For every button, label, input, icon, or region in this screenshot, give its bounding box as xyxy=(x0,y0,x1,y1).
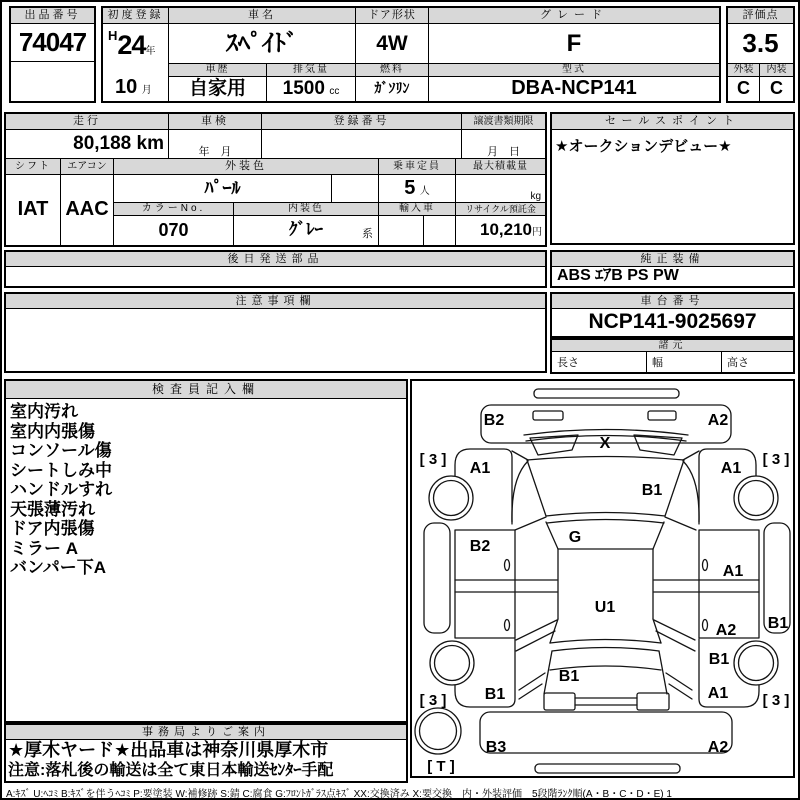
inspector-note-line: ハンドルすれ xyxy=(10,480,112,499)
transfer-deadline-value: 月 日 xyxy=(462,130,545,159)
sales-point-box xyxy=(550,112,795,245)
damage-code-label: B1 xyxy=(558,668,580,685)
first-reg-year: 24 xyxy=(117,30,146,60)
interior-color-value xyxy=(234,216,379,245)
recycle-amount: 10,210 xyxy=(480,220,532,239)
usage-history-header: 車歴 xyxy=(169,64,267,77)
max-load-header: 最大積載量 xyxy=(456,159,545,175)
inspector-note-line: 室内内張傷 xyxy=(10,421,95,441)
shift-value: IAT xyxy=(6,175,61,245)
shaken-value: 年 月 xyxy=(169,130,262,159)
inspector-note-line: バンパー下A xyxy=(10,558,107,577)
grade-header: グレード xyxy=(429,8,719,24)
capacity-number: 5 xyxy=(404,177,416,199)
inspector-note-line: 室内汚れ xyxy=(10,402,78,421)
notes-value xyxy=(6,309,545,371)
exterior-color-value: ﾊﾟｰﾙ xyxy=(114,175,332,203)
exterior-color-header: 外装色 xyxy=(114,159,379,175)
damage-code-legend: A:ｷｽﾞ U:ﾍｺﾐ B:ｷｽﾞを伴うﾍｺﾐ P:要塗装 W:補修跡 S:錆 C:腐食 G:ﾌﾛﾝﾄｶﾞﾗｽ点ｷｽﾞ XX:交換済み X:要交換 内・外装評価 5段階ﾗﾝｸ順(A・B・C・D・E) 1 xyxy=(6,789,672,800)
shift-header: シフト xyxy=(6,159,61,175)
sales-point-header: セールスポイント xyxy=(552,114,793,130)
shaken-header: 車検 xyxy=(169,114,262,130)
height-cell: 高さ xyxy=(727,357,749,369)
inspector-notes-box xyxy=(4,379,408,723)
fuel-value: ｶﾞｿﾘﾝ xyxy=(356,77,429,101)
tire-info-label: [ 3 ] xyxy=(419,692,447,709)
exterior-grade-header: 外装 xyxy=(728,64,760,77)
office-notice-box xyxy=(4,723,408,783)
chassis-number-value: NCP141-9025697 xyxy=(588,310,757,333)
capacity-value xyxy=(379,175,456,203)
color-number-header: カラーNo. xyxy=(114,203,234,216)
year-unit: 年 xyxy=(145,46,156,57)
registration-number-header: 登録番号 xyxy=(262,114,462,130)
aircon-value: AAC xyxy=(61,175,114,245)
car-name-value: ｽﾍﾟｲﾄﾞ xyxy=(169,24,356,64)
interior-color-suffix: 系 xyxy=(362,228,373,240)
era-code: H xyxy=(108,28,118,43)
interior-color-header: 内装色 xyxy=(234,203,379,216)
tire-info-label: [ T ] xyxy=(427,758,455,775)
door-shape-header: ドア形状 xyxy=(356,8,429,24)
exterior-grade-value: C xyxy=(728,77,760,101)
max-load-value: kg xyxy=(456,175,545,203)
grade-value: F xyxy=(429,24,719,64)
tire-info-label: [ 3 ] xyxy=(419,451,447,468)
recycle-deposit-value xyxy=(456,216,545,245)
score-value: 3.5 xyxy=(728,24,793,64)
tire-info-label: [ 3 ] xyxy=(762,451,790,468)
title-table xyxy=(101,6,721,103)
inspector-note-line: コンソール傷 xyxy=(10,441,112,460)
damage-code-label: A1 xyxy=(469,460,491,477)
damage-code-label: B3 xyxy=(485,739,507,756)
chassis-number-box xyxy=(550,292,795,338)
damage-code-label: U1 xyxy=(594,599,616,616)
tire-info-label: [ 3 ] xyxy=(762,692,790,709)
displacement-unit: cc xyxy=(329,86,340,97)
capacity-header: 乗車定員 xyxy=(379,159,456,175)
length-cell: 長さ xyxy=(552,352,647,372)
oem-equipment-box xyxy=(550,250,795,288)
first-registration-header: 初度登録 xyxy=(103,8,169,24)
recycle-deposit-header: リサイクル預託金 xyxy=(456,203,545,216)
inspector-note-line: ミラー A xyxy=(10,538,78,558)
dimensions-header: 諸元 xyxy=(552,340,793,352)
mileage-value: 80,188 km xyxy=(6,130,169,159)
import-value-cell xyxy=(379,216,424,245)
damage-code-label: B1 xyxy=(484,686,506,703)
notes-box xyxy=(4,292,547,373)
month-unit: 月 xyxy=(141,85,152,96)
first-reg-month: 10 xyxy=(115,76,138,98)
damage-code-label: B1 xyxy=(708,651,730,668)
import-header: 輸入車 xyxy=(379,203,456,216)
later-parts-header: 後日発送部品 xyxy=(6,252,545,267)
damage-code-label: G xyxy=(568,529,582,546)
model-code-value: DBA-NCP141 xyxy=(511,77,637,99)
aircon-header: エアコン xyxy=(61,159,114,175)
interior-grade-header: 内装 xyxy=(760,64,793,77)
damage-code-label: A2 xyxy=(715,622,737,639)
fuel-header: 燃料 xyxy=(356,64,429,77)
chassis-number-header: 車台番号 xyxy=(552,294,793,309)
import-sub-cell xyxy=(424,216,456,245)
usage-history-value: 自家用 xyxy=(169,77,267,101)
first-registration-value xyxy=(103,24,169,101)
inspector-note-line: シートしみ中 xyxy=(10,460,112,480)
damage-code-label: B2 xyxy=(469,538,491,555)
mileage-header: 走行 xyxy=(6,114,169,130)
registration-number-value xyxy=(262,130,462,159)
color-number-value: 070 xyxy=(114,216,234,245)
inspector-note-line: 天張薄汚れ xyxy=(10,499,95,519)
lot-number-header: 出品番号 xyxy=(11,8,94,24)
score-box xyxy=(726,6,795,103)
dimensions-box xyxy=(550,338,795,374)
damage-code-labels xyxy=(420,412,790,775)
displacement-number: 1500 xyxy=(282,78,325,99)
car-name-header: 車名 xyxy=(169,8,356,24)
lot-number-box xyxy=(9,6,96,103)
damage-code-label: X xyxy=(599,435,611,452)
score-header: 評価点 xyxy=(728,8,793,24)
damage-code-label: B1 xyxy=(641,482,663,499)
lot-number-empty-cell xyxy=(11,62,94,101)
damage-code-label: A2 xyxy=(707,739,729,756)
oem-equipment-value: ABS ｴｱB PS PW xyxy=(557,267,679,284)
oem-equipment-header: 純正装備 xyxy=(552,252,793,267)
car-damage-diagram xyxy=(412,381,793,776)
spec-table xyxy=(4,112,547,247)
damage-code-label: A1 xyxy=(722,563,744,580)
inspector-note-line: ドア内張傷 xyxy=(10,519,95,538)
recycle-unit: 円 xyxy=(532,227,542,238)
office-notice-header: 事務局よりご案内 xyxy=(6,725,406,740)
damage-code-label: B2 xyxy=(483,412,505,429)
inspector-notes-header: 検査員記入欄 xyxy=(6,381,406,399)
damage-code-label: A1 xyxy=(707,685,729,702)
notes-header: 注意事項欄 xyxy=(6,294,545,309)
inspector-notes-list xyxy=(6,399,406,721)
interior-grade-value: C xyxy=(770,78,783,98)
damage-code-label: A2 xyxy=(707,412,729,429)
damage-diagram-cell xyxy=(410,379,795,778)
later-parts-value xyxy=(6,267,545,286)
displacement-value xyxy=(267,77,356,101)
office-notice-lines xyxy=(6,740,406,781)
door-shape-value: 4W xyxy=(356,24,429,64)
damage-code-label: B1 xyxy=(767,615,789,632)
sales-point-value: ★オークションデビュー★ xyxy=(555,138,732,155)
damage-code-label: A1 xyxy=(720,460,742,477)
width-cell: 幅 xyxy=(647,352,722,372)
exterior-color-sub-cell xyxy=(332,175,379,203)
office-notice-line: 注意:落札後の輸送は全て東日本輸送ｾﾝﾀｰ手配 xyxy=(8,762,334,779)
interior-color-name: ｸﾞﾚｰ xyxy=(289,220,323,239)
model-code-header: 型式 xyxy=(429,64,719,77)
displacement-header: 排気量 xyxy=(267,64,356,77)
capacity-unit: 人 xyxy=(419,186,430,197)
lot-number-value: 74047 xyxy=(11,24,94,62)
later-parts-box xyxy=(4,250,547,288)
transfer-deadline-header: 譲渡書類期限 xyxy=(462,114,545,130)
office-notice-line: ★厚木ヤード★出品車は神奈川県厚木市 xyxy=(8,740,329,760)
